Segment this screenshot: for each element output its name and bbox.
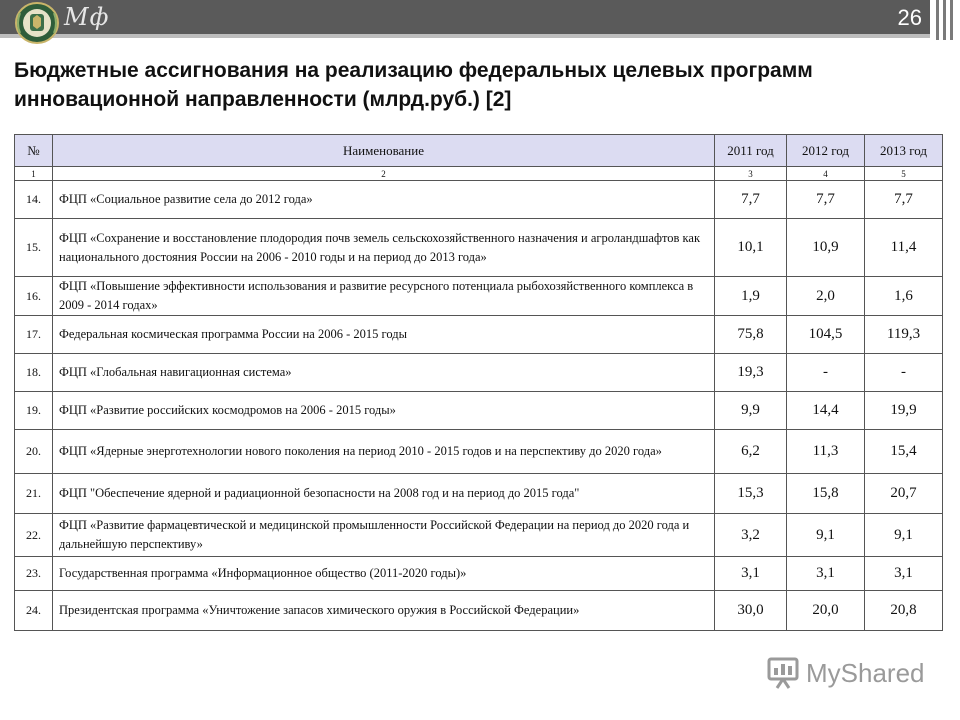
value-2013: 15,4 [865,430,943,474]
column-index: 1 [15,167,53,181]
row-number: 17. [15,316,53,354]
program-name: ФЦП «Развитие российских космодромов на 2006 - 2015 годы» [53,392,715,430]
value-2013: 20,8 [865,591,943,631]
header-band [0,0,930,34]
value-2011: 30,0 [715,591,787,631]
column-index-row [15,167,943,181]
value-2011: 9,9 [715,392,787,430]
column-header-2013: 2013 год [865,135,943,167]
table-row [15,474,943,514]
row-number: 19. [15,392,53,430]
table-row [15,277,943,316]
value-2013: 3,1 [865,557,943,591]
value-2011: 75,8 [715,316,787,354]
column-index: 4 [787,167,865,181]
row-number: 23. [15,557,53,591]
column-header-name: Наименование [53,135,715,167]
value-2012: 20,0 [787,591,865,631]
program-name: ФЦП «Развитие фармацевтической и медицинской промышленности Российской Федерации на период до 2020 года и дальнейшую перспективу» [53,514,715,557]
page-title: Бюджетные ассигнования на реализацию федеральных целевых программ инновационной направленности (млрд.руб.) [2] [14,59,813,111]
column-index: 2 [53,167,715,181]
brand-mark: Мф [64,3,110,31]
program-name: Федеральная космическая программа России на 2006 - 2015 годы [53,316,715,354]
value-2011: 10,1 [715,219,787,277]
value-2012: - [787,354,865,392]
value-2011: 19,3 [715,354,787,392]
value-2012: 7,7 [787,181,865,219]
value-2013: 9,1 [865,514,943,557]
row-number: 15. [15,219,53,277]
value-2013: 119,3 [865,316,943,354]
value-2013: 11,4 [865,219,943,277]
watermark-text: MyShared [806,658,925,688]
value-2012: 15,8 [787,474,865,514]
value-2012: 14,4 [787,392,865,430]
program-name: ФЦП "Обеспечение ядерной и радиационной безопасности на 2008 год и на период до 2015 года" [53,474,715,514]
column-header-2011: 2011 год [715,135,787,167]
table-header-row [15,135,943,167]
row-number: 22. [15,514,53,557]
value-2013: 20,7 [865,474,943,514]
value-2012: 3,1 [787,557,865,591]
table-row [15,591,943,631]
table-row [15,316,943,354]
table-row [15,430,943,474]
column-header-number: № [15,135,53,167]
row-number: 16. [15,277,53,316]
value-2011: 7,7 [715,181,787,219]
emblem-logo [14,1,60,45]
value-2011: 1,9 [715,277,787,316]
presentation-icon [766,655,800,689]
row-number: 24. [15,591,53,631]
value-2013: 1,6 [865,277,943,316]
value-2011: 6,2 [715,430,787,474]
value-2012: 104,5 [787,316,865,354]
value-2012: 9,1 [787,514,865,557]
table-row [15,514,943,557]
top-bar [0,0,960,40]
value-2011: 15,3 [715,474,787,514]
value-2012: 10,9 [787,219,865,277]
value-2013: 7,7 [865,181,943,219]
budget-table [14,134,943,631]
program-name: ФЦП «Сохранение и восстановление плодородия почв земель сельскохозяйственного назначения и агроландшафтов как национального достояния России на 2006 - 2010 годы и на период до 2013 года» [53,219,715,277]
table-row [15,392,943,430]
program-name: ФЦП «Повышение эффективности использования и развитие ресурсного потенциала рыбохозяйственного комплекса в 2009 - 2014 годах» [53,277,715,316]
program-name: ФЦП «Социальное развитие села до 2012 года» [53,181,715,219]
table-row [15,181,943,219]
value-2013: 19,9 [865,392,943,430]
value-2012: 2,0 [787,277,865,316]
value-2011: 3,2 [715,514,787,557]
value-2011: 3,1 [715,557,787,591]
table-row [15,354,943,392]
row-number: 21. [15,474,53,514]
value-2012: 11,3 [787,430,865,474]
row-number: 14. [15,181,53,219]
table-row [15,219,943,277]
row-number: 18. [15,354,53,392]
program-name: Государственная программа «Информационное общество (2011-2020 годы)» [53,557,715,591]
header-stripes [934,0,960,40]
program-name: ФЦП «Глобальная навигационная система» [53,354,715,392]
column-index: 5 [865,167,943,181]
column-index: 3 [715,167,787,181]
program-name: Президентская программа «Уничтожение запасов химического оружия в Российской Федерации» [53,591,715,631]
value-2013: - [865,354,943,392]
table-row [15,557,943,591]
row-number: 20. [15,430,53,474]
slide-number: 26 [897,5,922,30]
watermark [766,655,936,691]
column-header-2012: 2012 год [787,135,865,167]
program-name: ФЦП «Ядерные энерготехнологии нового поколения на период 2010 - 2015 годов и на перспективу до 2020 года» [53,430,715,474]
